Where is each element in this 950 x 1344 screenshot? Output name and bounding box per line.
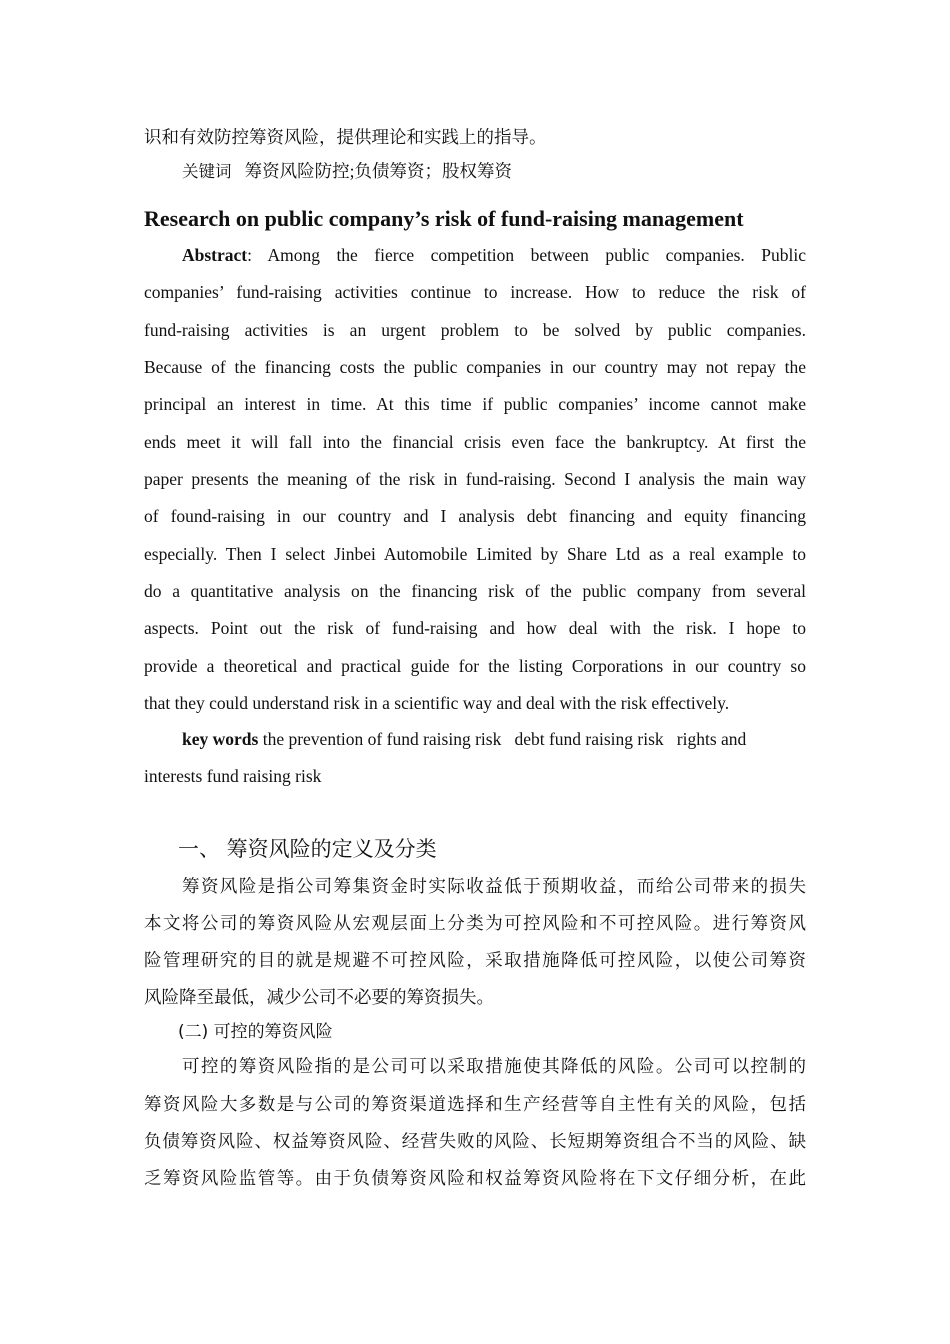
abstract-line: that they could understand risk in a scientific way and deal with the risk effectively.	[144, 693, 730, 713]
paragraph-line: 本文将公司的筹资风险从宏观层面上分类为可控风险和不可控风险。进行筹资风	[144, 913, 806, 933]
cn-keywords-text: 筹资风险防控;负债筹资；股权筹资	[244, 161, 512, 181]
abstract-line: companies’ fund-raising activities continue to increase. How to reduce the risk of	[144, 282, 806, 302]
paragraph-line: 可控的筹资风险指的是公司可以采取措施使其降低的风险。公司可以控制的	[182, 1056, 806, 1076]
english-title: Research on public company’s risk of fund-raising management	[144, 206, 744, 231]
abstract-line: paper presents the meaning of the risk in fund-raising. Second I analysis the main way	[144, 469, 806, 489]
abstract-line: principal an interest in time. At this time if public companies’ income cannot make	[144, 394, 806, 414]
abstract-label: Abstract	[182, 245, 248, 265]
paragraph-line: 乏筹资风险监管等。由于负债筹资风险和权益筹资风险将在下文仔细分析，在此	[144, 1168, 806, 1188]
abstract-line: fund-raising activities is an urgent problem to be solved by public companies.	[144, 320, 806, 340]
paragraph-line: 险管理研究的目的就是规避不可控风险，采取措施降低可控风险，以使公司筹资	[144, 950, 806, 970]
paragraph-line: 筹资风险大多数是与公司的筹资渠道选择和生产经营等自主性有关的风险，包括	[144, 1094, 806, 1114]
english-keywords-label: key words	[182, 729, 259, 749]
abstract-line: ends meet it will fall into the financial crisis even face the bankruptcy. At first the	[144, 432, 806, 452]
abstract-line: of found-raising in our country and I analysis debt financing and equity financing	[144, 506, 806, 526]
cn-keywords	[182, 160, 806, 183]
abstract-line: provide a theoretical and practical guide for the listing Corporations in our country so	[144, 656, 806, 676]
abstract-line: do a quantitative analysis on the financing risk of the public company from several	[144, 581, 806, 601]
subsection-heading: (二) 可控的筹资风险	[178, 1022, 333, 1042]
intro-tail: 识和有效防控筹资风险，提供理论和实践上的指导。	[144, 127, 547, 147]
section-heading: 一、 筹资风险的定义及分类	[178, 837, 437, 861]
paragraph-line: 风险降至最低，减少公司不必要的筹资损失。	[144, 987, 494, 1007]
cn-keywords-label: 关键词	[182, 162, 232, 181]
paragraph-line: 负债筹资风险、权益筹资风险、经营失败的风险、长短期筹资组合不当的风险、缺	[144, 1131, 806, 1151]
abstract-line: especially. Then I select Jinbei Automobile Limited by Share Ltd as a real example to	[144, 544, 806, 564]
english-keywords-line2: interests fund raising risk	[144, 766, 322, 786]
paragraph-line: 筹资风险是指公司筹集资金时实际收益低于预期收益，而给公司带来的损失	[182, 876, 806, 896]
english-keywords: key words the prevention of fund raising risk debt fund raising risk rights and	[182, 729, 747, 749]
abstract-line: Abstract: Among the fierce competition between public companies. Public	[182, 245, 806, 265]
abstract-line: Because of the financing costs the public companies in our country may not repay the	[144, 357, 806, 377]
abstract-line: aspects. Point out the risk of fund-raising and how deal with the risk. I hope to	[144, 618, 806, 638]
